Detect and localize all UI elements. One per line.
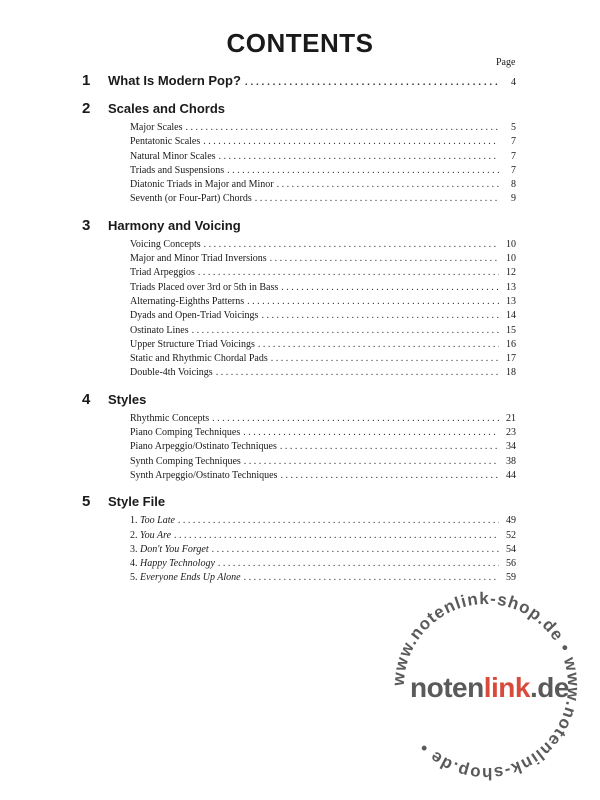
entry-title-text: Triads Placed over 3rd or 5th in Bass xyxy=(130,281,279,293)
entry-title-text: Diatonic Triads in Major and Minor xyxy=(130,179,274,191)
dot-leader xyxy=(270,253,499,264)
entry-page-number: 12 xyxy=(506,267,516,279)
toc-entry xyxy=(130,193,516,207)
entry-title-text: Too Late xyxy=(140,515,175,527)
watermark-logo: notenlink.de xyxy=(410,672,569,703)
dot-leader xyxy=(281,282,499,293)
entry-title xyxy=(130,456,241,467)
dot-leader xyxy=(280,470,499,481)
entry-number: 3. xyxy=(130,543,140,555)
toc-entry xyxy=(130,515,516,529)
entry-title xyxy=(130,193,252,204)
entry-page-number: 14 xyxy=(506,310,516,322)
entry-page-number: 7 xyxy=(511,136,516,148)
chapter-number: 3 xyxy=(82,216,91,234)
chapter-title: Harmony and Voicing xyxy=(108,217,241,233)
entry-page-number: 5 xyxy=(511,122,516,133)
toc-entry xyxy=(130,572,516,586)
entry-page-number: 49 xyxy=(506,515,516,527)
dot-leader xyxy=(277,179,499,190)
entry-title xyxy=(130,296,244,307)
dot-leader xyxy=(247,296,499,307)
entry-title-text: Alternating-Eighths Patterns xyxy=(130,295,245,307)
chapter-heading xyxy=(82,493,516,512)
chapter-title: Scales and Chords xyxy=(108,101,226,116)
entry-page-number: 21 xyxy=(506,412,516,424)
toc-entry xyxy=(130,544,516,558)
entry-page-number: 38 xyxy=(506,455,516,467)
entry-page-number: 8 xyxy=(511,179,516,191)
toc-entry xyxy=(130,239,516,253)
entry-title-text: Natural Minor Scales xyxy=(130,150,216,162)
dot-leader xyxy=(255,193,499,204)
table-of-contents xyxy=(82,72,516,596)
chapter-entries xyxy=(130,413,516,484)
dot-leader xyxy=(258,339,499,350)
entry-title xyxy=(130,253,267,264)
entry-title xyxy=(130,515,175,526)
entry-title xyxy=(130,470,277,481)
entry-title-text: Rhythmic Concepts xyxy=(130,412,210,424)
chapter-number: 4 xyxy=(82,390,91,408)
entry-title xyxy=(130,367,213,378)
chapter-page-number: 4 xyxy=(511,77,516,88)
entry-title xyxy=(130,267,195,278)
toc-entry xyxy=(130,456,516,470)
chapter-1 xyxy=(82,72,516,91)
entry-title xyxy=(130,325,189,336)
entry-page-number: 17 xyxy=(506,353,516,365)
dot-leader xyxy=(261,310,499,321)
entry-page-number: 9 xyxy=(511,193,516,205)
entry-title-text: Major and Minor Triad Inversions xyxy=(130,253,267,265)
entry-title-text: Dyads and Open-Triad Voicings xyxy=(130,310,259,322)
toc-entry xyxy=(130,558,516,572)
entry-number: 1. xyxy=(130,515,140,527)
entry-title-text: Ostinato Lines xyxy=(130,324,189,336)
toc-entry xyxy=(130,413,516,427)
entry-page-number: 34 xyxy=(506,441,516,453)
watermark-ring-text: www.notenlink-shop.de • www.notenlink-shop.de • xyxy=(388,588,584,784)
dot-leader xyxy=(244,572,499,583)
dot-leader xyxy=(198,267,499,278)
entry-page-number: 13 xyxy=(506,281,516,293)
entry-title-text: Piano Comping Techniques xyxy=(130,427,241,439)
toc-entry xyxy=(130,427,516,441)
toc-entry xyxy=(130,325,516,339)
toc-entry xyxy=(130,179,516,193)
entry-title xyxy=(130,572,241,583)
toc-entry xyxy=(130,267,516,281)
entry-title-text: Pentatonic Scales xyxy=(130,136,201,148)
chapter-number: 2 xyxy=(82,100,91,117)
dot-leader xyxy=(245,77,498,88)
toc-entry xyxy=(130,470,516,484)
toc-entry xyxy=(130,441,516,455)
chapter-heading xyxy=(82,391,516,410)
chapter-number: 1 xyxy=(82,72,91,89)
entry-number: 2. xyxy=(130,529,140,541)
entry-title xyxy=(130,179,274,190)
entry-page-number: 10 xyxy=(506,238,516,250)
dot-leader xyxy=(186,122,500,133)
chapter-entries xyxy=(130,515,516,586)
dot-leader xyxy=(243,427,499,438)
toc-entry xyxy=(130,339,516,353)
chapter-3 xyxy=(82,217,516,382)
entry-title xyxy=(130,339,255,350)
entry-title-text: Triad Arpeggios xyxy=(130,267,195,279)
entry-title-text: You Are xyxy=(140,529,172,541)
toc-entry xyxy=(130,165,516,179)
entry-title-text: Don't You Forget xyxy=(140,543,209,555)
entry-title xyxy=(130,530,171,541)
chapter-title: Styles xyxy=(108,391,147,407)
dot-leader xyxy=(244,456,499,467)
entry-title-text: Synth Comping Techniques xyxy=(130,455,241,467)
entry-page-number: 52 xyxy=(506,529,516,541)
entry-page-number: 18 xyxy=(506,367,516,379)
chapter-heading xyxy=(82,217,516,236)
chapter-heading xyxy=(82,100,516,119)
entry-title xyxy=(130,239,201,250)
entry-title-text: Piano Arpeggio/Ostinato Techniques xyxy=(130,441,277,453)
entry-number: 5. xyxy=(130,572,140,584)
toc-entry xyxy=(130,296,516,310)
toc-entry xyxy=(130,122,516,136)
dot-leader xyxy=(203,136,499,147)
entry-title xyxy=(130,558,215,569)
toc-entry xyxy=(130,367,516,381)
entry-page-number: 15 xyxy=(506,324,516,336)
chapter-title: Style File xyxy=(108,494,166,510)
entry-title-text: Double-4th Voicings xyxy=(130,367,213,379)
toc-entry xyxy=(130,136,516,150)
entry-title-text: Static and Rhythmic Chordal Pads xyxy=(130,353,268,365)
entry-title-text: Voicing Concepts xyxy=(130,238,201,250)
entry-title xyxy=(130,427,240,438)
entry-page-number: 54 xyxy=(506,543,516,555)
dot-leader xyxy=(227,165,499,176)
toc-entry xyxy=(130,353,516,367)
dot-leader xyxy=(219,151,499,162)
entry-number: 4. xyxy=(130,558,140,570)
dot-leader xyxy=(178,515,499,526)
entry-title xyxy=(130,136,200,147)
page-title: CONTENTS xyxy=(226,28,374,58)
dot-leader xyxy=(192,325,499,336)
entry-page-number: 44 xyxy=(506,469,516,481)
page-column-label: Page xyxy=(496,57,516,68)
toc-entry xyxy=(130,310,516,324)
entry-page-number: 7 xyxy=(511,150,516,162)
entry-page-number: 7 xyxy=(511,164,516,176)
entry-title-text: Seventh (or Four-Part) Chords xyxy=(130,193,252,205)
toc-entry xyxy=(130,530,516,544)
entry-title xyxy=(130,310,258,321)
chapter-entries xyxy=(130,122,516,208)
dot-leader xyxy=(271,353,499,364)
dot-leader xyxy=(212,413,499,424)
dot-leader xyxy=(280,441,499,452)
entry-page-number: 56 xyxy=(506,558,516,570)
entry-title xyxy=(130,282,278,293)
chapter-title: What Is Modern Pop? xyxy=(108,73,241,88)
entry-page-number: 16 xyxy=(506,338,516,350)
entry-page-number: 23 xyxy=(506,427,516,439)
chapter-entries xyxy=(130,239,516,382)
entry-title xyxy=(130,441,277,452)
entry-title-text: Everyone Ends Up Alone xyxy=(140,572,241,584)
toc-entry xyxy=(130,253,516,267)
entry-title-text: Synth Arpeggio/Ostinato Techniques xyxy=(130,469,278,481)
toc-entry xyxy=(130,282,516,296)
dot-leader xyxy=(218,558,499,569)
entry-title xyxy=(130,165,224,176)
entry-title-text: Happy Technology xyxy=(140,558,215,570)
entry-title xyxy=(130,544,209,555)
dot-leader xyxy=(204,239,499,250)
chapter-number: 5 xyxy=(82,493,91,511)
entry-page-number: 59 xyxy=(506,572,516,584)
dot-leader xyxy=(216,367,499,378)
entry-page-number: 10 xyxy=(506,253,516,265)
entry-title xyxy=(130,122,183,133)
chapter-4 xyxy=(82,391,516,484)
entry-title xyxy=(130,353,268,364)
chapter-5 xyxy=(82,493,516,586)
entry-title-text: Major Scales xyxy=(130,122,183,133)
chapter-heading xyxy=(82,72,516,91)
entry-title xyxy=(130,151,216,162)
entry-page-number: 13 xyxy=(506,295,516,307)
toc-entry xyxy=(130,151,516,165)
entry-title-text: Upper Structure Triad Voicings xyxy=(130,338,255,350)
dot-leader xyxy=(212,544,499,555)
dot-leader xyxy=(174,530,499,541)
chapter-2 xyxy=(82,100,516,208)
entry-title-text: Triads and Suspensions xyxy=(130,164,225,176)
entry-title xyxy=(130,413,209,424)
